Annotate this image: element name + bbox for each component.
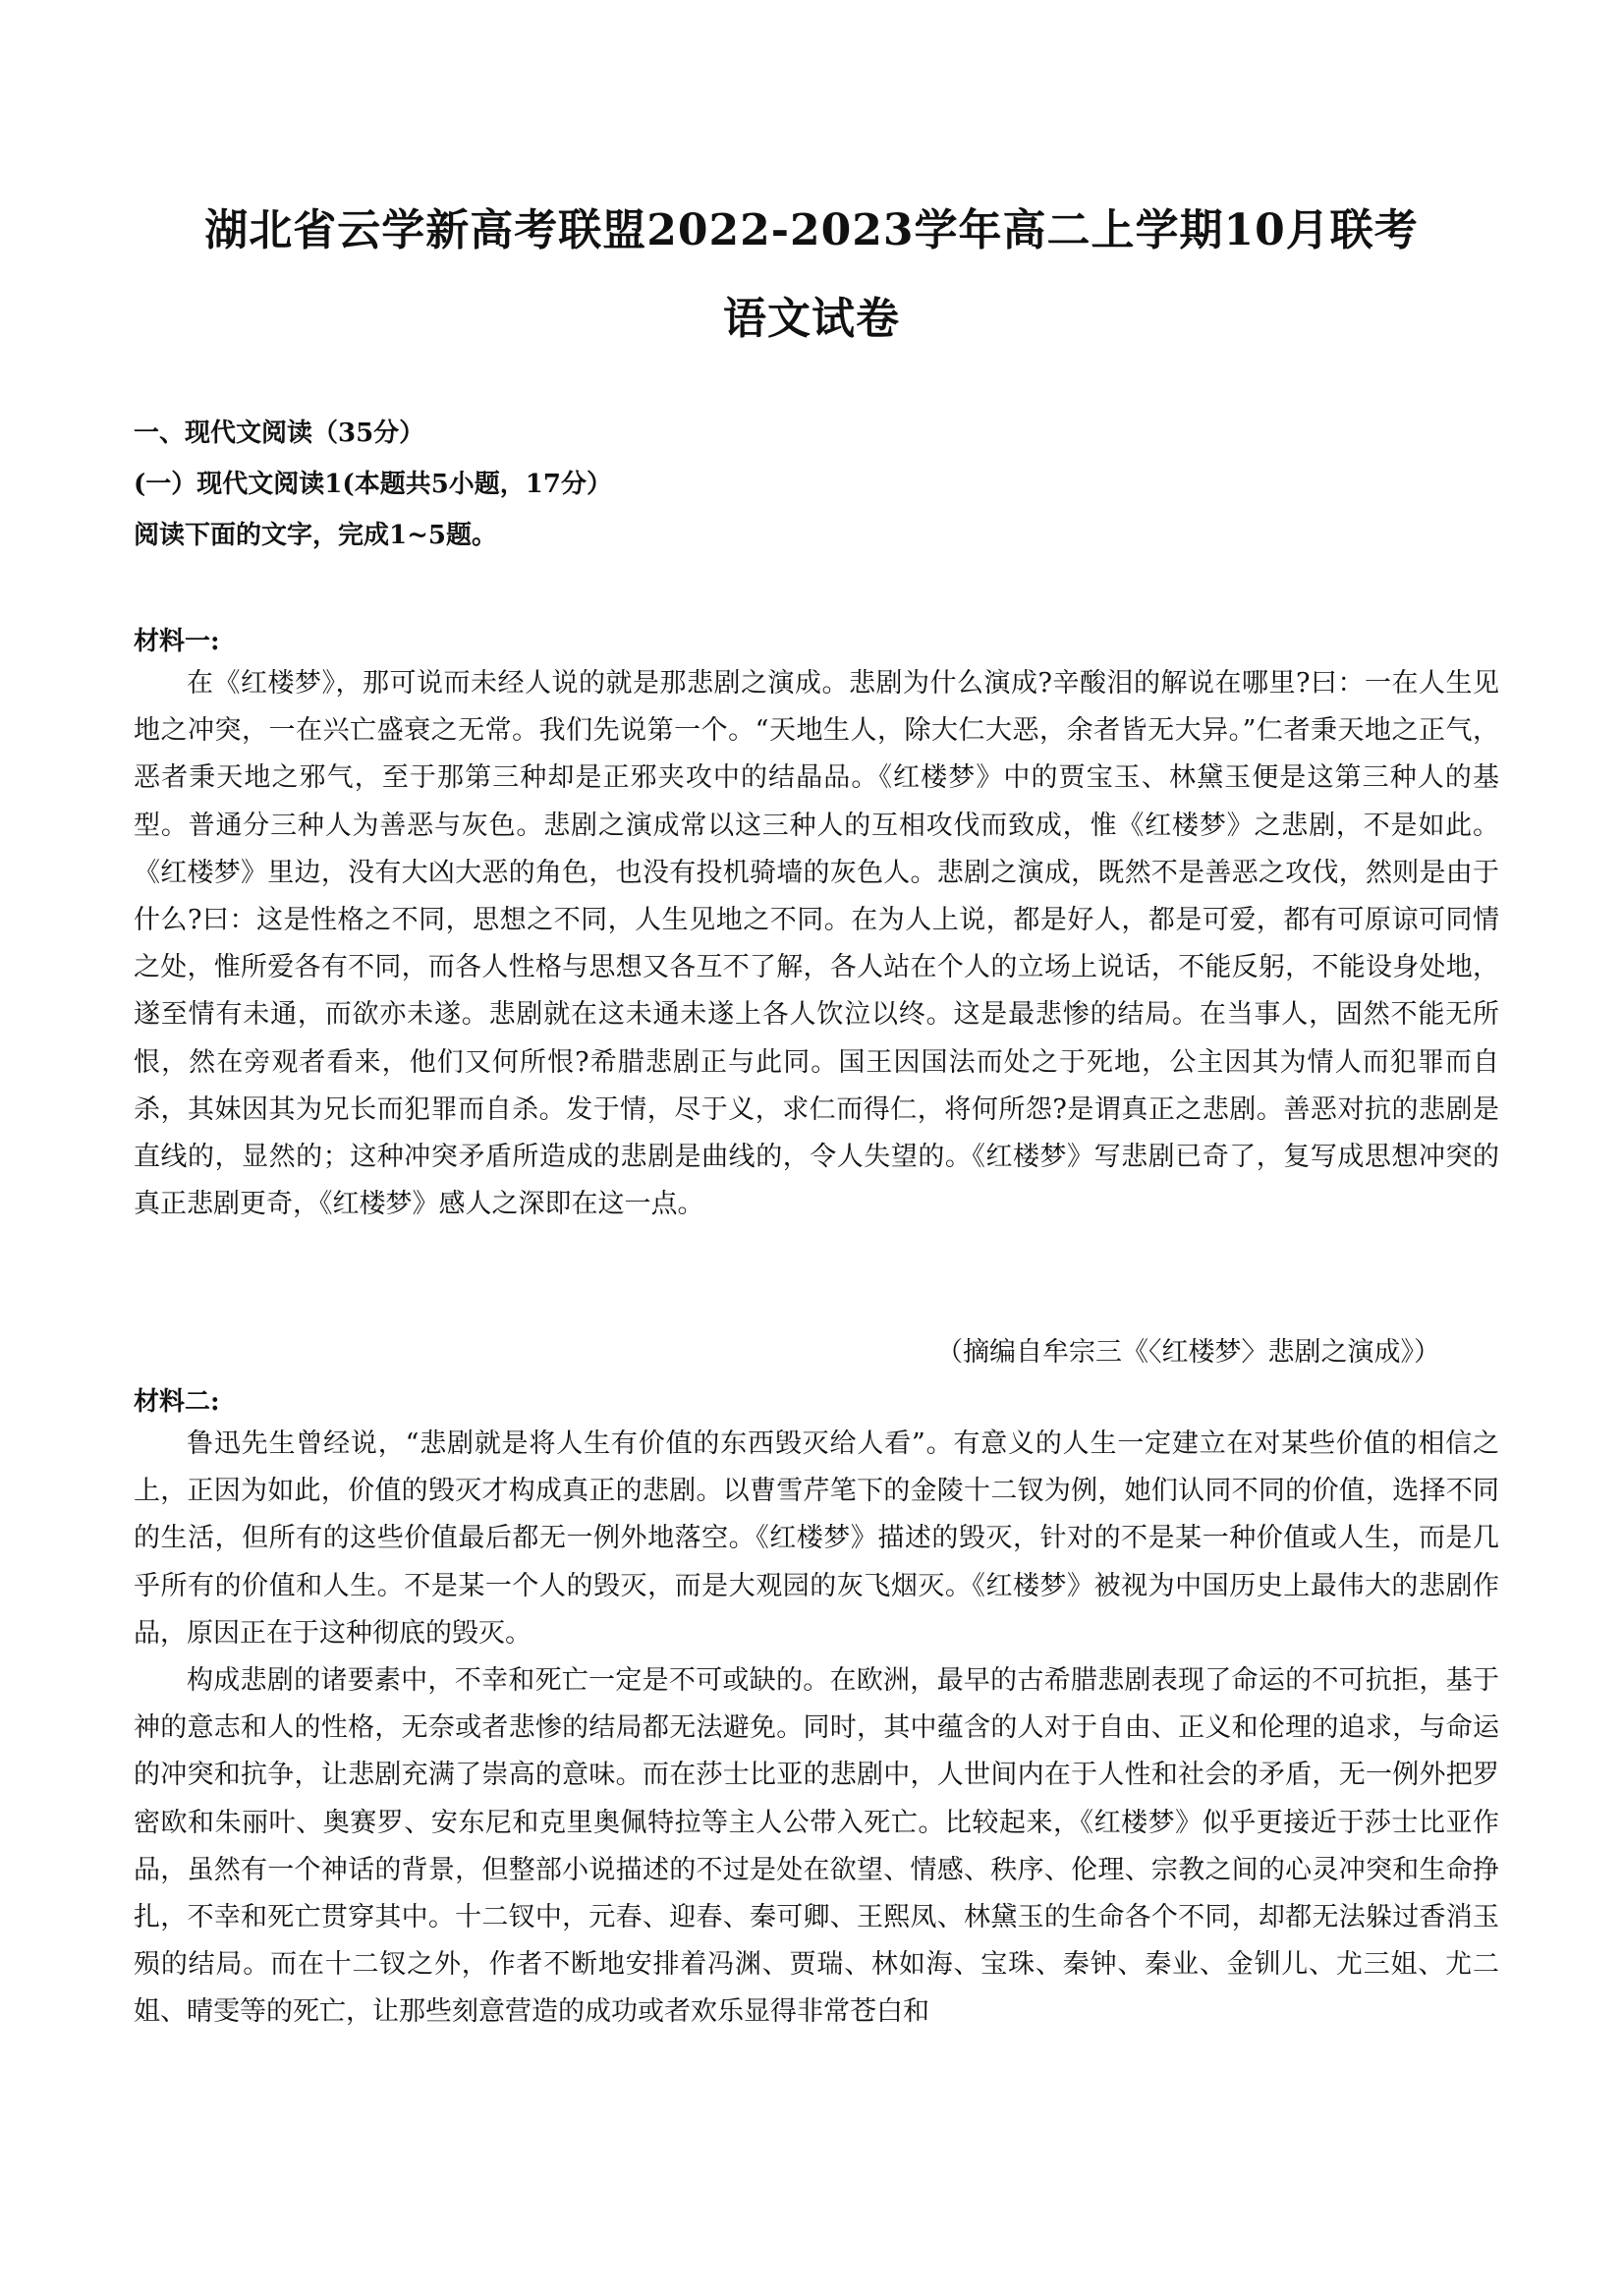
material-two-paragraph-2: 构成悲剧的诸要素中，不幸和死亡一定是不可或缺的。在欧洲，最早的古希腊悲剧表现了命运的不可抗拒，基于神的意志和人的性格，无奈或者悲惨的结局都无法避免。同时，其中蕴含的人对于自由、正义和伦理的追求，与命运的冲突和抗争，让悲剧充满了崇高的意味。而在莎士比亚的悲剧中，人世间内在于人性和社会的矛盾，无一例外把罗密欧和朱丽叶、奥赛罗、安东尼和克里奥佩特拉等主人公带入死亡。比较起来，《红楼梦》似乎更接近于莎士比亚作品，虽然有一个神话的背景，但整部小说描述的不过是处在欲望、情感、秩序、伦理、宗教之间的心灵冲突和生命挣扎，不幸和死亡贯穿其中。十二钗中，元春、迎春、秦可卿、王熙凤、林黛玉的生命各个不同，却都无法躲过香消玉殒的结局。而在十二钗之外，作者不断地安排着冯渊、贾瑞、林如海、宝珠、秦钟、秦业、金钏儿、尤三姐、尤二姐、晴雯等的死亡，让那些刻意营造的成功或者欢乐显得非常苍白和 — [134, 1665, 1499, 2028]
reading-instruction: 阅读下面的文字，完成1~5题。 — [134, 521, 497, 550]
material-two-label: 材料二: — [134, 1387, 220, 1417]
material-two-paragraph-1: 鲁迅先生曾经说，“悲剧就是将人生有价值的东西毁灭给人看”。有意义的人生一定建立在对某些价值的相信之上，正因为如此，价值的毁灭才构成真正的悲剧。以曹雪芹笔下的金陵十二钗为例，她们认同不同的价值，选择不同的生活，但所有的这些价值最后都无一例外地落空。《红楼梦》描述的毁灭，针对的不是某一种价值或人生，而是几乎所有的价值和人生。不是某一个人的毁灭，而是大观园的灰飞烟灭。《红楼梦》被视为中国历史上最伟大的悲剧作品，原因正在于这种彻底的毁灭。 — [134, 1428, 1499, 1649]
exam-title: 湖北省云学新高考联盟2022-2023学年高二上学期10月联考 — [204, 205, 1419, 255]
section-heading: 一、现代文阅读（35分） — [134, 419, 425, 448]
exam-subtitle: 语文试卷 — [723, 294, 900, 344]
section-sub-heading: (一）现代文阅读1(本题共5小题，17分） — [134, 470, 612, 499]
material-one-source: （摘编自牟宗三《〈红楼梦〉悲剧之演成》） — [936, 1337, 1440, 1368]
material-one-paragraph: 在《红楼梦》，那可说而未经人说的就是那悲剧之演成。悲剧为什么演成?辛酸泪的解说在哪里?曰：一在人生见地之冲突，一在兴亡盛衰之无常。我们先说第一个。“天地生人，除大仁大恶，余者皆无大异。”仁者秉天地之正气，恶者秉天地之邪气，至于那第三种却是正邪夹攻中的结晶品。《红楼梦》中的贾宝玉、林黛玉便是这第三种人的基型。普通分三种人为善恶与灰色。悲剧之演成常以这三种人的互相攻伐而致成，惟《红楼梦》之悲剧，不是如此。《红楼梦》里边，没有大凶大恶的角色，也没有投机骑墙的灰色人。悲剧之演成，既然不是善恶之攻伐，然则是由于什么?曰：这是性格之不同，思想之不同，人生见地之不同。在为人上说，都是好人，都是可爱，都有可原谅可同情之处，惟所爱各有不同，而各人性格与思想又各互不了解，各人站在个人的立场上说话，不能反躬，不能设身处地，遂至情有未通，而欲亦未遂。悲剧就在这未通未遂上各人饮泣以终。这是最悲惨的结局。在当事人，固然不能无所恨，然在旁观者看来，他们又何所恨?希腊悲剧正与此同。国王因国法而处之于死地，公主因其为情人而犯罪而自杀，其妹因其为兄长而犯罪而自杀。发于情，尽于义，求仁而得仁，将何所怨?是谓真正之悲剧。善恶对抗的悲剧是直线的，显然的；这种冲突矛盾所造成的悲剧是曲线的，令人失望的。《红楼梦》写悲剧已奇了，复写成思想冲突的真正悲剧更奇，《红楼梦》感人之深即在这一点。 — [134, 668, 1499, 1220]
material-one-label: 材料一: — [134, 627, 220, 656]
